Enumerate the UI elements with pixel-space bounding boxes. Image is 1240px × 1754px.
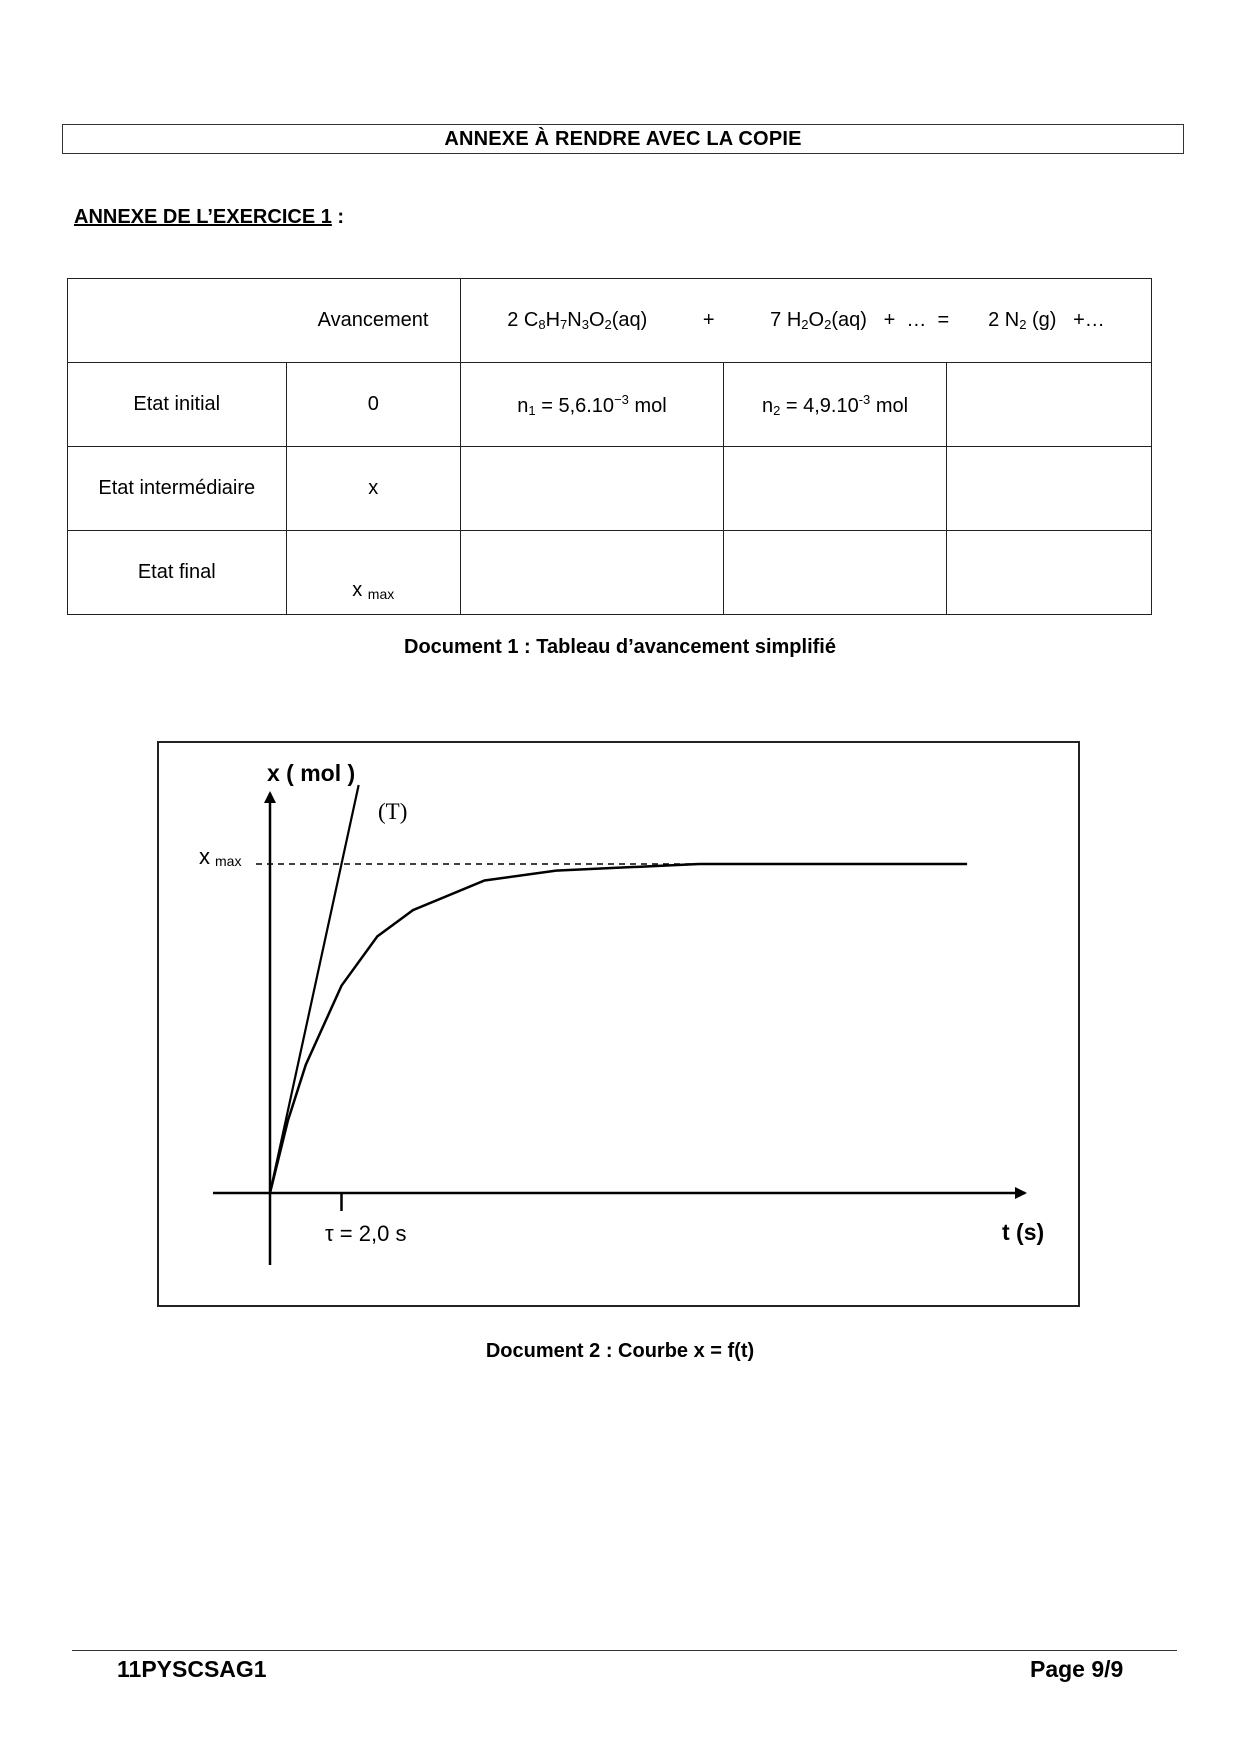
row-adv-intermediate: x [286, 447, 461, 531]
footer-rule [72, 1650, 1177, 1651]
row-label-final: Etat final [68, 531, 287, 615]
row-label-initial: Etat initial [68, 363, 287, 447]
tau-label: τ = 2,0 s [325, 1221, 407, 1246]
curve-x-of-t [270, 864, 967, 1193]
row-adv-initial: 0 [286, 363, 461, 447]
annex-banner: ANNEXE À RENDRE AVEC LA COPIE [62, 124, 1184, 154]
row-label-intermediate: Etat intermédiaire [68, 447, 287, 531]
cell-n1: $n_1 = 5,6.10^{-3}$ mol [461, 363, 724, 447]
x-axis-label: t (s) [1002, 1219, 1045, 1245]
reaction-equation: 2 $C_8H_7N_3O_2(aq)$ + 7 $H_2O_2(aq)$ + … = 2 $N_2$ (g) +… [461, 279, 1152, 363]
header-avancement: Avancement [286, 279, 461, 363]
footer-code: 11PYSCSAG1 [117, 1656, 267, 1682]
y-axis-label: x ( mol ) [267, 760, 356, 786]
document1-caption: Document 1 : Tableau d’avancement simplifié [404, 636, 836, 658]
cell-n2: $n_2 = 4,9.10^{-3}$ mol [724, 363, 947, 447]
tangent-line [270, 785, 359, 1193]
footer-page: Page 9/9 [1030, 1656, 1124, 1682]
exercise-title-suffix: : [331, 206, 345, 228]
row-adv-final: x $_{max}$ [286, 531, 461, 615]
exercise-title-text: ANNEXE DE L’EXERCICE 1 [74, 206, 332, 228]
tangent-label: (T) [378, 799, 408, 824]
xmax-label: xmax [199, 844, 242, 869]
document2-caption: Document 2 : Courbe x = f(t) [485, 1340, 755, 1362]
